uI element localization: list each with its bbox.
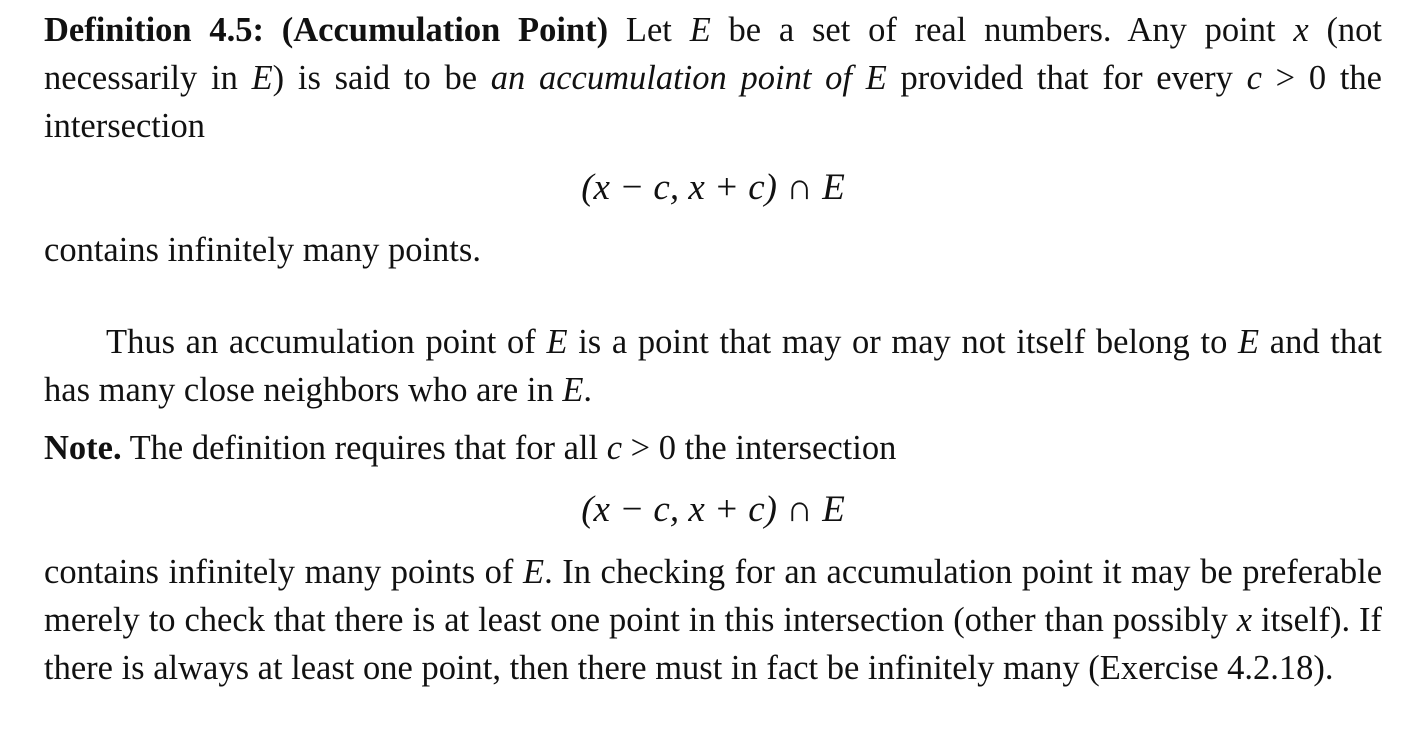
remark-paragraph: [44, 318, 1382, 414]
math-var: E: [251, 59, 273, 97]
spacer: [44, 274, 1382, 318]
definition-title: (Accumulation Point): [281, 11, 609, 49]
page: [44, 6, 1382, 692]
definition-term: an accumulation point of: [490, 59, 866, 97]
note-text: > 0 the intersection: [622, 429, 897, 467]
math-var: c: [1246, 59, 1262, 97]
math-var: E: [1238, 323, 1260, 361]
math-var: x: [1293, 11, 1309, 49]
note-continuation: [44, 548, 1382, 692]
math-var: E: [562, 371, 584, 409]
definition-label: Definition 4.5:: [44, 11, 264, 49]
definition-continuation: contains infinitely many points.: [44, 231, 481, 269]
spacer: [44, 414, 1382, 424]
definition-text: Let: [608, 11, 690, 49]
math-var: x: [1236, 601, 1253, 639]
definition-paragraph: [44, 6, 1382, 150]
display-equation: (x − c, x + c) ∩ E: [581, 167, 845, 208]
definition-text: > 0 the intersection: [44, 59, 1382, 145]
definition-text: ) is said to be: [272, 59, 491, 97]
note-paragraph: [44, 424, 1382, 472]
note-text: The definition requires that for all: [121, 429, 607, 467]
remark-text: and that has many close neighbors who are in: [44, 323, 1382, 409]
definition-text: be a set of real numbers. Any point: [710, 11, 1294, 49]
note-text: itself). If there is always at least one point, then there must in fact be infinitely many (Exercise 4.2.18).: [44, 601, 1382, 687]
remark-text: is a point that may or may not itself belong to: [567, 323, 1239, 361]
note-text: contains infinitely many points of: [44, 553, 523, 591]
definition-text: provided that for every: [886, 59, 1247, 97]
remark-text: Thus an accumulation point of: [106, 323, 547, 361]
display-equation: (x − c, x + c) ∩ E: [581, 489, 845, 530]
definition-text: (not necessarily in: [44, 11, 1383, 97]
math-var: c: [606, 429, 623, 467]
remark-text: .: [583, 371, 593, 409]
note-label: Note.: [44, 429, 122, 467]
math-var: E: [865, 59, 887, 97]
note-text: . In checking for an accumulation point it may be preferable merely to check that there is at least one point in this intersection (other than possibly: [44, 553, 1383, 639]
math-var: E: [689, 11, 711, 49]
math-var: E: [522, 553, 545, 591]
math-var: E: [546, 323, 568, 361]
